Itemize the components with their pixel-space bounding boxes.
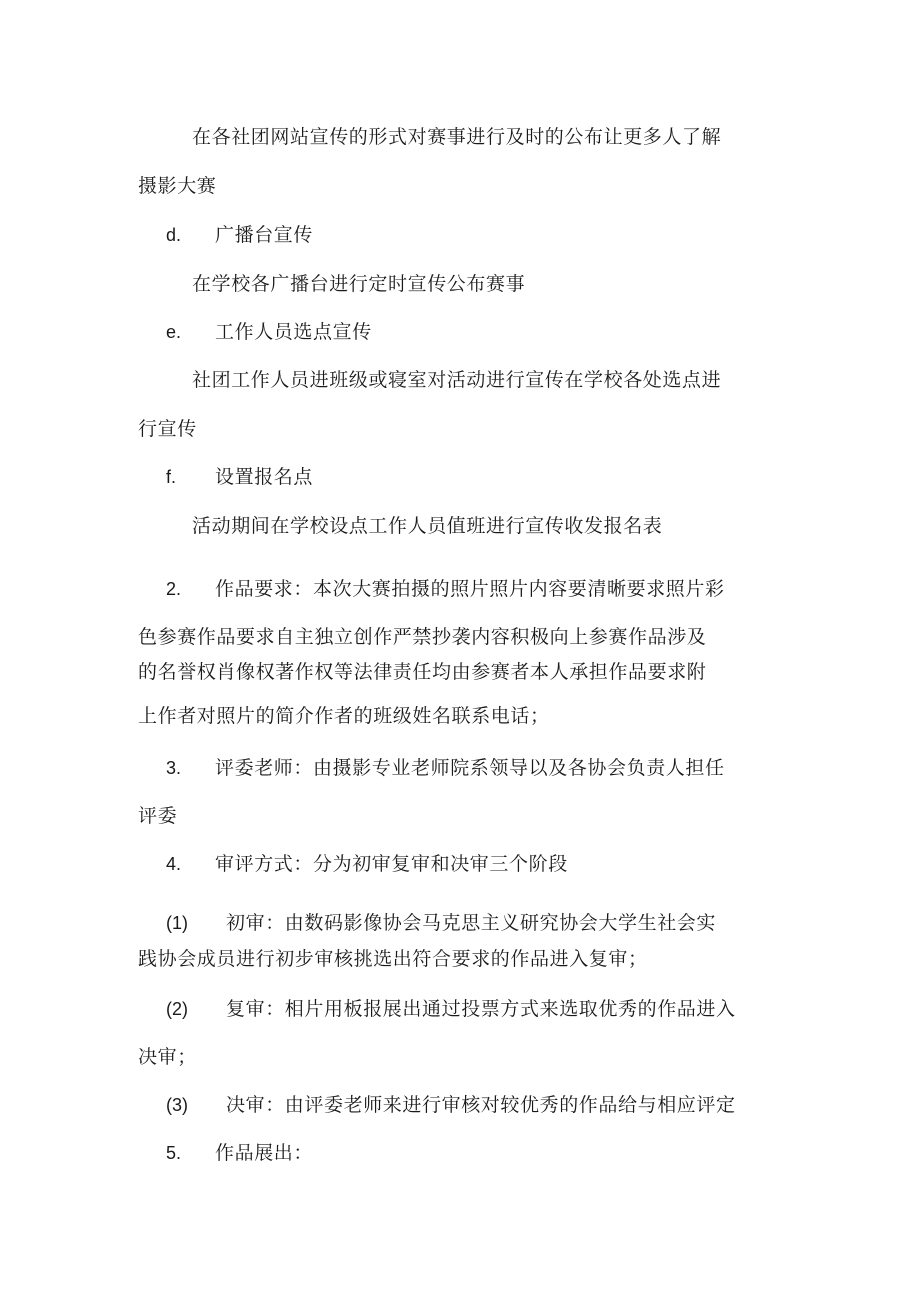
- section-5-line-1: 5. 作品展出：: [0, 1137, 920, 1169]
- paragraph-staff-line-1: 社团工作人员进班级或寝室对活动进行宣传在学校各处选点进: [192, 369, 722, 391]
- subsection-number: (3): [166, 1095, 188, 1115]
- list-item-title: 广播台宣传: [215, 224, 314, 246]
- subsection-1-line-2: 践协会成员进行初步审核挑选出符合要求的作品进入复审；: [138, 948, 648, 970]
- section-4-line-1: 4. 审评方式：分为初审复审和决审三个阶段: [0, 848, 920, 880]
- section-2-line-3: 的名誉权肖像权著作权等法律责任均由参赛者本人承担作品要求附: [138, 661, 707, 683]
- subsection-2-line-1: (2) 复审：相片用板报展出通过投票方式来选取优秀的作品进入: [0, 993, 920, 1025]
- section-2-line-1: 2. 作品要求：本次大赛拍摄的照片照片内容要清晰要求照片彩: [0, 573, 920, 605]
- list-marker: d.: [166, 225, 182, 245]
- section-2-line-2: 色参赛作品要求自主独立创作严禁抄袭内容积极向上参赛作品涉及: [138, 626, 707, 648]
- section-number: 3.: [166, 758, 182, 778]
- section-2-line-4: 上作者对照片的简介作者的班级姓名联系电话；: [138, 705, 550, 727]
- list-item-title: 设置报名点: [215, 466, 314, 488]
- list-item-d: [0, 219, 920, 251]
- paragraph-signup: 活动期间在学校设点工作人员值班进行宣传收发报名表: [192, 515, 663, 537]
- list-item-e: [0, 316, 920, 348]
- section-3-line-2: 评委: [138, 805, 178, 827]
- paragraph-website-line-2: 摄影大赛: [138, 175, 217, 197]
- section-number: 5.: [166, 1143, 182, 1163]
- subsection-number: (1): [166, 913, 188, 933]
- list-item-title: 工作人员选点宣传: [215, 321, 372, 343]
- paragraph-staff-line-2: 行宣传: [138, 418, 197, 440]
- section-number: 2.: [166, 579, 182, 599]
- subsection-1-line-1: (1) 初审：由数码影像协会马克思主义研究协会大学生社会实: [0, 907, 920, 939]
- section-3-line-1: 3. 评委老师：由摄影专业老师院系领导以及各协会负责人担任: [0, 752, 920, 784]
- list-marker: e.: [166, 322, 182, 342]
- paragraph-website-line-1: 在各社团网站宣传的形式对赛事进行及时的公布让更多人了解: [192, 126, 722, 148]
- subsection-2-line-2: 决审；: [138, 1046, 197, 1068]
- subsection-number: (2): [166, 999, 188, 1019]
- subsection-3-line-1: (3) 决审：由评委老师来进行审核对较优秀的作品给与相应评定: [0, 1089, 920, 1121]
- list-item-f: [0, 461, 920, 493]
- section-number: 4.: [166, 854, 182, 874]
- list-marker: f.: [166, 467, 177, 487]
- paragraph-radio: 在学校各广播台进行定时宣传公布赛事: [192, 273, 526, 295]
